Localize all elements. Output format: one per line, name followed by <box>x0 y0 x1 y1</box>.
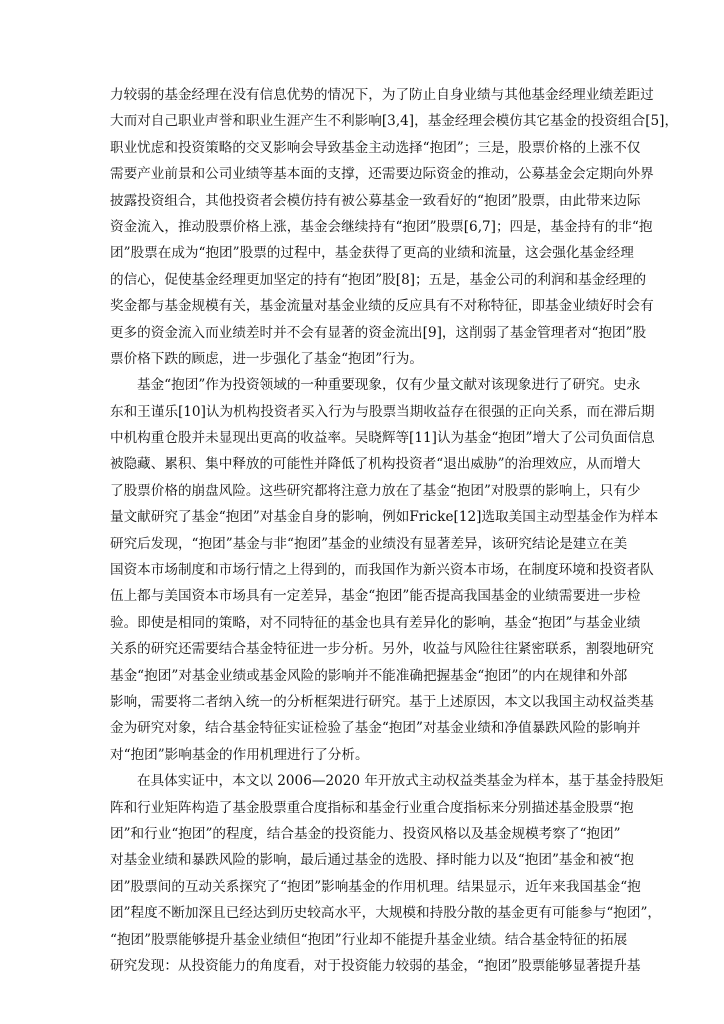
text-line: 需要产业前景和公司业绩等基本面的支撑，还需要边际资金的推动，公募基金会定期向外界 <box>110 166 654 183</box>
text-line: 东和王谨乐[10]认为机构投资者买入行为与股票当期收益存在很强的正向关系，而在滞后期 <box>110 403 655 420</box>
text-line: 团”股票在成为“抱团”股票的过程中，基金获得了更高的业绩和流量，这会强化基金经理 <box>110 245 634 262</box>
text-line: 基金“抱团”对基金业绩或基金风险的影响并不能准确把握基金“抱团”的内在规律和外部 <box>110 667 628 684</box>
text-line: 职业忧虑和投资策略的交叉影响会导致基金主动选择“抱团”；三是，股票价格的上涨不仅 <box>110 139 641 156</box>
text-line: 国资本市场制度和市场行情之上得到的，而我国作为新兴资本市场，在制度环境和投资者队 <box>110 562 654 579</box>
text-line: 力较弱的基金经理在没有信息优势的情况下，为了防止自身业绩与其他基金经理业绩差距过 <box>110 87 654 103</box>
text-line: 基金“抱团”作为投资领域的一种重要现象，仅有少量文献对该现象进行了研究。史永 <box>137 377 641 394</box>
text-line: 中机构重仓股并未显现出更高的收益率。吴晓辉等[11]认为基金“抱团”增大了公司负面信息 <box>110 430 655 447</box>
text-line: 票价格下跌的顾虑，进一步强化了基金“抱团”行为。 <box>110 350 423 367</box>
text-line: 大而对自己职业声誉和职业生涯产生不利影响[3,4]，基金经理会模仿其它基金的投资组合[5]， <box>110 113 679 130</box>
text-line: 研究后发现，“抱团”基金与非“抱团”基金的业绩没有显著差异，该研究结论是建立在美 <box>110 535 628 552</box>
text-line: 被隐藏、累积、集中释放的可能性并降低了机构投资者“退出威胁”的治理效应，从而增大 <box>110 456 641 473</box>
text-line: 资金流入，推动股票价格上涨，基金会继续持有“抱团”股票[6,7]；四是，基金持有的非“抱 <box>110 218 653 235</box>
text-line: 的信心，促使基金经理更加坚定的持有“抱团”股[8]；五是，基金公司的利润和基金经理的 <box>110 271 647 288</box>
text-line: 影响，需要将二者纳入统一的分析框架进行研究。基于上述原因，本文以我国主动权益类基 <box>110 693 654 710</box>
text-line: 研究发现：从投资能力的角度看，对于投资能力较弱的基金，“抱团”股票能够显著提升基 <box>110 957 641 974</box>
text-line: 对“抱团”影响基金的作用机理进行了分析。 <box>110 746 369 763</box>
text-line: “抱团”股票能够提升基金业绩但“抱团”行业却不能提升基金业绩。结合基金特征的拓展 <box>110 931 628 948</box>
text-line: 更多的资金流入而业绩差时并不会有显著的资金流出[9]，这削弱了基金管理者对“抱团”股 <box>110 324 647 341</box>
text-line: 团”和行业“抱团”的程度，结合基金的投资能力、投资风格以及基金规模考察了“抱团” <box>110 825 621 842</box>
text-line: 量文献研究了基金“抱团”对基金自身的影响，例如Fricke[12]选取美国主动型基金作为样本 <box>110 509 659 526</box>
text-line: 金为研究对象，结合基金特征实证检验了基金“抱团”对基金业绩和净值暴跌风险的影响并 <box>110 720 641 737</box>
text-line: 对基金业绩和暴跌风险的影响，最后通过基金的选股、择时能力以及“抱团”基金和被“抱 <box>110 852 634 869</box>
text-line: 团”程度不断加深且已经达到历史较高水平，大规模和持股分散的基金更有可能参与“抱团”， <box>110 905 662 922</box>
text-line: 阵和行业矩阵构造了基金股票重合度指标和基金行业重合度指标来分别描述基金股票“抱 <box>110 799 634 816</box>
text-line: 奖金都与基金规模有关，基金流量对基金业绩的反应具有不对称特征，即基金业绩好时会有 <box>110 298 654 315</box>
text-line: 披露投资组合，其他投资者会模仿持有被公募基金一致看好的“抱团”股票，由此带来边际 <box>110 192 641 209</box>
text-line: 团”股票间的互动关系探究了“抱团”影响基金的作用机理。结果显示，近年来我国基金“抱 <box>110 878 641 895</box>
text-line: 伍上都与美国资本市场具有一定差异，基金“抱团”能否提高我国基金的业绩需要进一步检 <box>110 588 641 605</box>
text-line: 了股票价格的崩盘风险。这些研究都将注意力放在了基金“抱团”对股票的影响上，只有少 <box>110 482 641 499</box>
text-line: 关系的研究还需要结合基金特征进一步分析。另外，收益与风险往往紧密联系，割裂地研究 <box>110 641 654 658</box>
body-text <box>110 82 679 979</box>
text-line: 验。即使是相同的策略，对不同特征的基金也具有差异化的影响，基金“抱团”与基金业绩 <box>110 614 641 631</box>
text-line: 在具体实证中，本文以 2006—2020 年开放式主动权益类基金为样本，基于基金持股矩 <box>137 773 664 790</box>
